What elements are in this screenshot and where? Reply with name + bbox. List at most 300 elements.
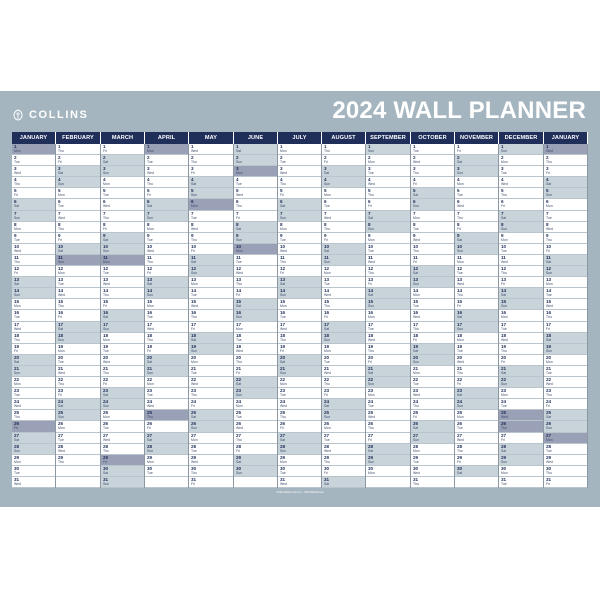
day-number: 13	[324, 277, 330, 283]
day-number: 14	[457, 288, 463, 294]
weekday-label: Sun	[14, 448, 21, 453]
day-number: 21	[413, 365, 419, 371]
day-cell	[322, 433, 365, 444]
day-number: 9	[191, 232, 194, 238]
day-number: 16	[14, 310, 20, 316]
weekday-label: Sun	[103, 248, 110, 253]
day-cell	[56, 255, 100, 266]
day-number: 6	[103, 199, 106, 205]
day-cell	[101, 177, 144, 188]
day-number: 19	[324, 343, 330, 349]
day-number: 21	[147, 365, 153, 371]
day-cell	[189, 433, 233, 444]
weekday-label: Sat	[236, 149, 242, 153]
day-cell	[411, 277, 454, 288]
day-number: 12	[58, 266, 64, 272]
day-number: 28	[191, 443, 197, 449]
day-number: 13	[413, 277, 419, 283]
day-number: 25	[546, 410, 552, 416]
day-number: 15	[147, 299, 153, 305]
day-number: 19	[280, 343, 286, 349]
day-number: 27	[147, 432, 153, 438]
day-number: 29	[58, 454, 64, 460]
weekday-label: Tue	[501, 481, 507, 486]
day-number: 7	[147, 210, 150, 216]
weekday-label: Fri	[457, 304, 461, 309]
day-number: 26	[501, 421, 507, 427]
day-cell	[544, 166, 587, 177]
day-number: 18	[457, 332, 463, 338]
day-number: 11	[236, 254, 241, 260]
day-cell	[455, 166, 498, 177]
weekday-label: Mon	[457, 259, 464, 264]
day-cell	[12, 255, 55, 266]
day-number: 30	[191, 465, 197, 471]
weekday-label: Tue	[413, 382, 419, 387]
day-number: 1	[280, 144, 283, 149]
day-cell	[322, 177, 365, 188]
day-cell	[56, 244, 100, 255]
weekday-label: Sat	[501, 370, 507, 375]
day-number: 3	[368, 166, 371, 172]
day-number: 1	[501, 144, 504, 149]
day-number: 15	[191, 299, 197, 305]
day-cell	[455, 255, 498, 266]
weekday-label: Wed	[147, 248, 154, 253]
day-cell	[366, 177, 410, 188]
day-cell	[455, 388, 498, 399]
weekday-label: Sun	[280, 370, 287, 375]
day-number: 5	[324, 188, 327, 194]
day-number: 2	[103, 155, 106, 161]
day-number: 2	[324, 155, 327, 161]
weekday-label: Wed	[501, 415, 508, 420]
weekday-label: Fri	[147, 271, 151, 276]
day-number: 12	[546, 266, 552, 272]
day-number: 15	[14, 299, 20, 305]
day-cell	[322, 310, 365, 321]
day-cell	[544, 421, 587, 432]
day-number: 12	[501, 266, 507, 272]
day-number: 8	[280, 221, 283, 227]
weekday-label: Thu	[501, 193, 507, 198]
weekday-label: Wed	[191, 149, 198, 153]
weekday-label: Thu	[368, 348, 374, 353]
weekday-label: Wed	[324, 448, 331, 453]
day-cell	[12, 233, 55, 244]
day-cell	[189, 166, 233, 177]
day-cell	[544, 277, 587, 288]
day-number: 17	[58, 321, 64, 327]
weekday-label: Sun	[413, 204, 420, 209]
day-cell	[12, 177, 55, 188]
month-header: JULY	[278, 132, 322, 144]
day-cell	[145, 310, 188, 321]
day-number: 29	[191, 454, 197, 460]
day-number: 30	[14, 465, 20, 471]
day-number: 4	[147, 177, 150, 183]
day-number: 26	[58, 421, 64, 427]
day-cell	[145, 388, 188, 399]
day-cell	[411, 222, 454, 233]
day-cell	[56, 455, 100, 466]
weekday-label: Sun	[501, 149, 508, 153]
day-cell	[411, 344, 454, 355]
weekday-label: Tue	[546, 448, 552, 453]
weekday-label: Sun	[103, 171, 110, 176]
day-number: 25	[147, 410, 153, 416]
day-cell	[411, 255, 454, 266]
weekday-label: Sun	[236, 237, 243, 242]
weekday-label: Sat	[191, 259, 197, 264]
day-cell	[189, 388, 233, 399]
day-cell	[499, 199, 543, 210]
day-cell	[455, 310, 498, 321]
day-cell	[101, 388, 144, 399]
weekday-label: Thu	[103, 293, 109, 298]
weekday-label: Wed	[413, 315, 420, 320]
day-cell	[455, 177, 498, 188]
weekday-label: Sun	[324, 259, 331, 264]
day-number: 3	[546, 166, 549, 172]
day-cell	[366, 344, 410, 355]
weekday-label: Wed	[324, 215, 331, 220]
day-cell	[189, 288, 233, 299]
day-number: 7	[14, 210, 17, 216]
day-cell	[56, 199, 100, 210]
day-cell	[278, 144, 321, 155]
day-number: 6	[368, 199, 371, 205]
day-number: 11	[546, 254, 551, 260]
day-number: 31	[14, 476, 20, 482]
day-cell	[12, 344, 55, 355]
day-cell	[145, 377, 188, 388]
weekday-label: Mon	[501, 315, 508, 320]
weekday-label: Tue	[413, 226, 419, 231]
day-cell	[499, 188, 543, 199]
weekday-label: Tue	[457, 271, 463, 276]
weekday-label: Tue	[103, 193, 109, 198]
weekday-label: Thu	[324, 226, 330, 231]
weekday-label: Sun	[457, 248, 464, 253]
day-number: 31	[103, 476, 109, 482]
weekday-label: Mon	[14, 304, 21, 309]
day-cell	[278, 244, 321, 255]
weekday-label: Sat	[457, 237, 463, 242]
weekday-label: Wed	[280, 481, 287, 486]
weekday-label: Sun	[413, 437, 420, 442]
day-number: 20	[280, 354, 286, 360]
day-number: 1	[58, 144, 61, 149]
day-number: 4	[324, 177, 327, 183]
day-number: 3	[280, 166, 283, 172]
day-cell	[145, 333, 188, 344]
weekday-label: Wed	[14, 171, 21, 176]
day-number: 30	[280, 465, 286, 471]
weekday-label: Thu	[147, 337, 153, 342]
day-cell	[278, 477, 321, 488]
day-cell	[455, 366, 498, 377]
weekday-label: Sat	[236, 226, 242, 231]
day-number: 12	[147, 266, 153, 272]
day-cell	[278, 222, 321, 233]
day-cell	[189, 199, 233, 210]
day-cell	[366, 444, 410, 455]
day-cell	[101, 410, 144, 421]
day-cell	[278, 344, 321, 355]
weekday-label: Fri	[191, 248, 195, 253]
day-cell	[56, 421, 100, 432]
day-cell	[234, 333, 277, 344]
day-cell	[366, 433, 410, 444]
weekday-label: Sun	[501, 226, 508, 231]
day-number: 21	[103, 365, 109, 371]
day-cell	[145, 421, 188, 432]
day-number: 31	[280, 476, 286, 482]
day-cell	[455, 211, 498, 222]
day-number: 27	[501, 432, 507, 438]
weekday-label: Tue	[147, 315, 153, 320]
weekday-label: Fri	[280, 193, 284, 198]
day-cell	[189, 266, 233, 277]
day-number: 6	[457, 199, 460, 205]
weekday-label: Thu	[280, 182, 286, 187]
day-number: 12	[324, 266, 330, 272]
month-column	[455, 144, 499, 488]
day-cell	[278, 266, 321, 277]
day-cell	[455, 355, 498, 366]
day-cell	[56, 222, 100, 233]
weekday-label: Thu	[457, 293, 463, 298]
day-cell	[278, 199, 321, 210]
day-number: 9	[236, 232, 239, 238]
weekday-label: Mon	[280, 304, 287, 309]
weekday-label: Sat	[501, 448, 507, 453]
day-number: 24	[546, 399, 552, 405]
day-number: 23	[280, 388, 286, 394]
day-number: 16	[457, 310, 463, 316]
weekday-label: Mon	[58, 193, 65, 198]
weekday-label: Sat	[14, 282, 20, 287]
day-cell	[455, 377, 498, 388]
day-cell	[544, 222, 587, 233]
weekday-label: Sat	[58, 171, 64, 176]
day-cell	[366, 255, 410, 266]
day-cell	[56, 377, 100, 388]
weekday-label: Wed	[191, 382, 198, 387]
day-number: 25	[501, 410, 507, 416]
weekday-label: Fri	[147, 193, 151, 198]
day-number: 26	[280, 421, 286, 427]
weekday-label: Sat	[147, 282, 153, 287]
weekday-label: Tue	[280, 393, 286, 398]
day-cell	[411, 444, 454, 455]
day-cell	[499, 255, 543, 266]
weekday-label: Tue	[14, 237, 20, 242]
weekday-label: Thu	[103, 370, 109, 375]
day-cell	[278, 155, 321, 166]
day-cell	[12, 410, 55, 421]
weekday-label: Thu	[368, 426, 374, 431]
day-cell	[544, 466, 587, 477]
day-cell	[234, 211, 277, 222]
weekday-label: Mon	[501, 393, 508, 398]
weekday-label: Mon	[58, 271, 65, 276]
weekday-label: Mon	[147, 382, 154, 387]
day-cell	[56, 277, 100, 288]
weekday-label: Thu	[413, 481, 419, 486]
day-cell	[366, 288, 410, 299]
day-cell	[189, 421, 233, 432]
weekday-label: Sun	[236, 470, 243, 475]
day-cell	[101, 166, 144, 177]
day-number: 16	[236, 310, 242, 316]
day-number: 10	[501, 243, 507, 249]
weekday-label: Thu	[147, 182, 153, 187]
weekday-label: Thu	[58, 226, 64, 231]
day-number: 22	[103, 377, 109, 383]
day-number: 18	[546, 332, 552, 338]
day-cell	[499, 421, 543, 432]
month-column	[322, 144, 366, 488]
day-number: 24	[501, 399, 507, 405]
day-number: 20	[14, 354, 20, 360]
day-cell	[278, 166, 321, 177]
day-cell	[322, 199, 365, 210]
day-number: 26	[236, 421, 242, 427]
weekday-label: Mon	[280, 149, 287, 153]
day-number: 20	[546, 354, 552, 360]
weekday-label: Sun	[501, 382, 508, 387]
weekday-label: Tue	[191, 370, 197, 375]
day-cell	[12, 421, 55, 432]
day-cell	[145, 399, 188, 410]
day-number: 9	[546, 232, 549, 238]
day-cell	[544, 355, 587, 366]
day-cell	[12, 144, 55, 155]
weekday-label: Thu	[413, 404, 419, 409]
day-number: 31	[501, 476, 507, 482]
weekday-label: Tue	[236, 337, 242, 342]
day-number: 10	[546, 243, 552, 249]
day-number: 14	[413, 288, 419, 294]
day-number: 22	[546, 377, 552, 383]
weekday-label: Sun	[413, 359, 420, 364]
day-cell	[234, 166, 277, 177]
day-number: 6	[280, 199, 283, 205]
weekday-label: Thu	[280, 259, 286, 264]
weekday-label: Sun	[147, 293, 154, 298]
weekday-label: Fri	[457, 149, 461, 153]
day-cell	[278, 399, 321, 410]
day-number: 31	[324, 476, 330, 482]
day-cell	[322, 344, 365, 355]
weekday-label: Sat	[457, 160, 463, 165]
day-number: 2	[14, 155, 17, 161]
weekday-label: Tue	[14, 393, 20, 398]
day-number: 17	[103, 321, 109, 327]
day-cell	[366, 455, 410, 466]
weekday-label: Mon	[147, 149, 154, 153]
month-column	[366, 144, 411, 488]
day-number: 7	[501, 210, 504, 216]
weekday-label: Wed	[546, 304, 553, 309]
weekday-label: Mon	[58, 426, 65, 431]
weekday-label: Sat	[413, 193, 419, 198]
weekday-label: Sun	[236, 160, 243, 165]
day-cell	[544, 199, 587, 210]
day-number: 25	[368, 410, 374, 416]
day-cell	[499, 288, 543, 299]
day-number: 3	[457, 166, 460, 172]
day-number: 20	[501, 354, 507, 360]
day-cell	[189, 277, 233, 288]
weekday-label: Sun	[191, 271, 198, 276]
day-number: 5	[413, 188, 416, 194]
day-number: 15	[236, 299, 242, 305]
day-number: 29	[103, 454, 109, 460]
day-cell	[189, 233, 233, 244]
weekday-label: Fri	[103, 149, 107, 153]
day-cell	[234, 255, 277, 266]
weekday-label: Thu	[236, 204, 242, 209]
day-cell	[145, 410, 188, 421]
weekday-label: Fri	[58, 160, 62, 165]
day-cell	[455, 288, 498, 299]
day-cell	[411, 466, 454, 477]
weekday-label: Fri	[546, 171, 550, 176]
weekday-label: Fri	[368, 437, 372, 442]
weekday-label: Tue	[191, 215, 197, 220]
day-number: 22	[147, 377, 153, 383]
day-cell	[56, 177, 100, 188]
day-cell	[544, 477, 587, 488]
weekday-label: Mon	[324, 348, 331, 353]
weekday-label: Sat	[147, 204, 153, 209]
weekday-label: Wed	[280, 404, 287, 409]
day-number: 26	[413, 421, 419, 427]
month-column	[544, 144, 588, 488]
day-cell	[499, 233, 543, 244]
day-cell	[544, 433, 587, 444]
month-header: MAY	[189, 132, 234, 144]
month-header: JANUARY	[12, 132, 56, 144]
day-cell	[366, 466, 410, 477]
day-number: 26	[147, 421, 153, 427]
day-number: 19	[236, 343, 242, 349]
weekday-label: Tue	[14, 470, 20, 475]
day-number: 11	[457, 254, 462, 260]
weekday-label: Thu	[413, 248, 419, 253]
day-number: 22	[457, 377, 463, 383]
weekday-label: Sat	[14, 204, 20, 209]
day-number: 1	[546, 144, 549, 149]
day-number: 13	[280, 277, 286, 283]
empty-day-cell	[56, 477, 100, 488]
day-cell	[278, 233, 321, 244]
day-cell	[234, 410, 277, 421]
day-cell	[544, 144, 587, 155]
weekday-label: Fri	[457, 382, 461, 387]
weekday-label: Tue	[103, 271, 109, 276]
weekday-label: Mon	[413, 448, 420, 453]
day-cell	[544, 344, 587, 355]
weekday-label: Mon	[501, 470, 508, 475]
weekday-label: Sun	[147, 448, 154, 453]
weekday-label: Tue	[324, 437, 330, 442]
weekday-label: Sat	[324, 248, 330, 253]
day-number: 18	[413, 332, 419, 338]
